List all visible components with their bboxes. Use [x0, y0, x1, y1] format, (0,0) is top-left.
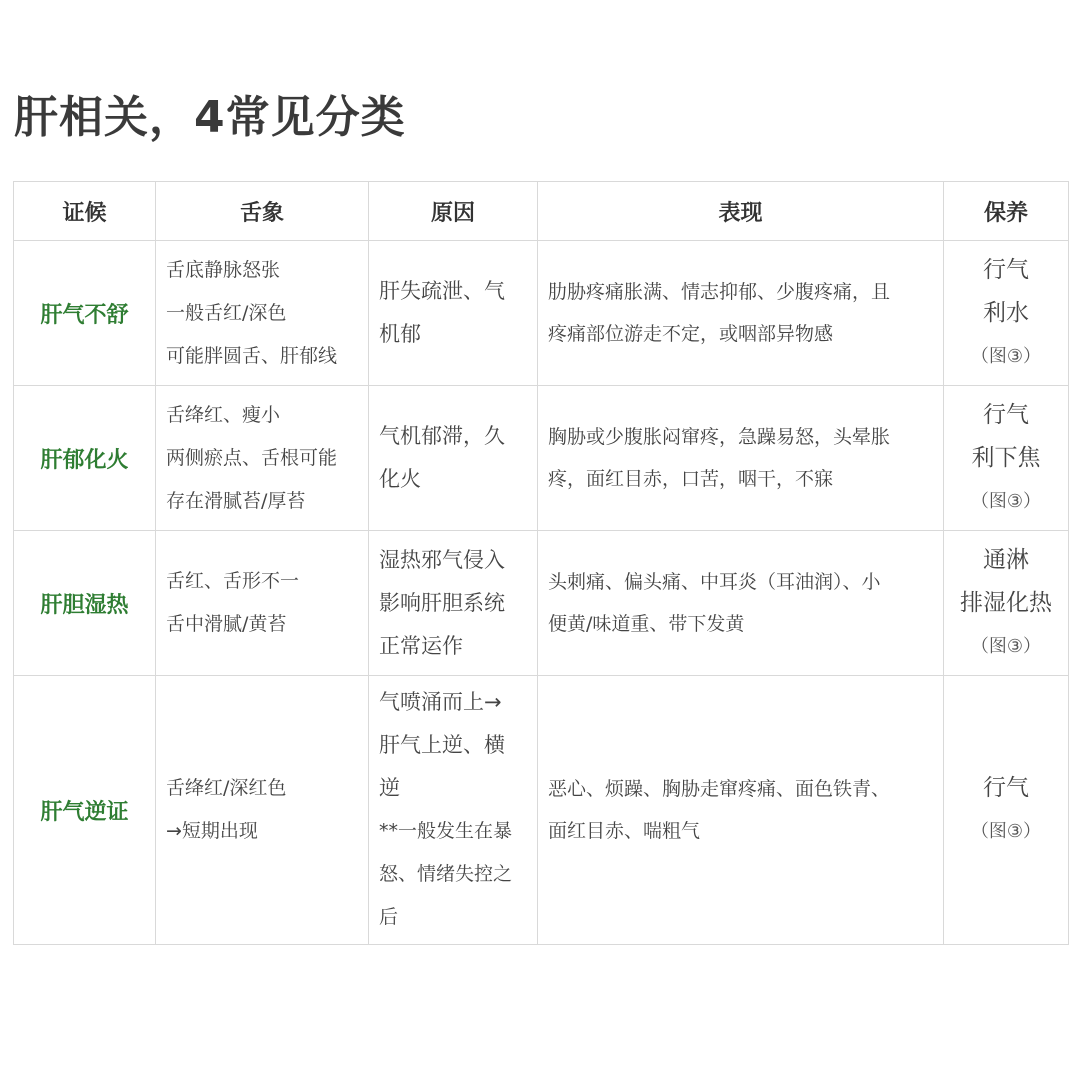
- syndrome-cell: 肝郁化火: [14, 386, 156, 531]
- cause-line: 气喷涌而上→: [379, 690, 502, 714]
- cause-line: 肝气上逆、横: [379, 733, 505, 757]
- tongue-line: 舌绛红/深红色: [166, 777, 287, 799]
- care-cell: [944, 386, 1069, 531]
- cause-line: 机郁: [379, 322, 421, 346]
- tongue-line: 舌中滑腻/黄苔: [166, 613, 287, 635]
- symptoms-line: 便黄/味道重、带下发黄: [548, 613, 745, 635]
- cause-cell: [369, 676, 538, 945]
- cause-line: 怒、情绪失控之: [379, 863, 513, 885]
- symptoms-cell: [538, 676, 944, 945]
- tongue-cell: [156, 531, 369, 676]
- syndrome-cell: 肝胆湿热: [14, 531, 156, 676]
- tongue-line: 舌红、舌形不一: [166, 570, 300, 592]
- care-line: 行气: [983, 775, 1029, 801]
- cause-line: 正常运作: [379, 633, 463, 658]
- tongue-line: 一般舌红/深色: [166, 301, 287, 324]
- tongue-cell: [156, 386, 369, 531]
- header-care: 保养: [944, 182, 1069, 241]
- table-row: [14, 386, 1069, 531]
- tongue-line: 存在滑腻苔/厚苔: [166, 489, 306, 512]
- table-row: [14, 241, 1069, 386]
- cause-line: 气机郁滞，久: [379, 424, 505, 448]
- symptoms-line: 面红目赤、喘粗气: [548, 820, 701, 842]
- cause-cell: [369, 241, 538, 386]
- syndrome-cell: 肝气不舒: [14, 241, 156, 386]
- table-row: [14, 531, 1069, 676]
- care-line: 排湿化热: [960, 589, 1052, 616]
- symptoms-line: 头刺痛、偏头痛、中耳炎（耳油润）、小: [548, 571, 881, 593]
- table-header-row: [14, 182, 1069, 241]
- cause-cell: [369, 531, 538, 676]
- cause-line: 化火: [379, 467, 421, 491]
- cause-line: **一般发生在暴: [379, 820, 513, 842]
- cause-line: 后: [379, 906, 399, 928]
- symptoms-line: 胸胁或少腹胀闷窜疼，急躁易怒，头晕胀: [548, 426, 891, 448]
- tongue-line: 舌底静脉怒张: [166, 258, 281, 281]
- care-note: （图③）: [970, 490, 1042, 512]
- symptoms-cell: [538, 386, 944, 531]
- care-cell: [944, 531, 1069, 676]
- cause-line: 肝失疏泄、气: [379, 279, 505, 303]
- table-row: [14, 676, 1069, 945]
- care-note: （图③）: [970, 635, 1042, 657]
- cause-line: 湿热邪气侵入: [379, 547, 505, 572]
- care-line: 利下焦: [971, 444, 1041, 471]
- care-cell: [944, 676, 1069, 945]
- care-line: 利水: [983, 299, 1029, 326]
- symptoms-line: 肋胁疼痛胀满、情志抑郁、少腹疼痛，且: [548, 281, 891, 303]
- tongue-line: 可能胖圆舌、肝郁线: [166, 344, 338, 367]
- header-tongue: 舌象: [156, 182, 369, 241]
- symptoms-cell: [538, 241, 944, 386]
- page-title: 肝相关，4常见分类: [14, 92, 406, 143]
- symptoms-line: 疼，面红目赤，口苦，咽干，不寐: [548, 468, 834, 490]
- syndrome-cell: 肝气逆证: [14, 676, 156, 945]
- cause-line: 逆: [379, 776, 400, 800]
- care-note: （图③）: [970, 821, 1042, 842]
- tongue-line: 两侧瘀点、舌根可能: [166, 446, 338, 469]
- tongue-line: →短期出现: [166, 820, 258, 842]
- cause-line: 影响肝胆系统: [379, 590, 505, 615]
- care-note: （图③）: [970, 345, 1042, 367]
- tongue-cell: [156, 241, 369, 386]
- header-syndrome: 证候: [14, 182, 156, 241]
- cause-cell: [369, 386, 538, 531]
- header-symptoms: 表现: [538, 182, 944, 241]
- care-line: 行气: [983, 401, 1029, 428]
- syndrome-table: [13, 181, 1069, 945]
- care-line: 行气: [983, 256, 1029, 283]
- symptoms-line: 疼痛部位游走不定，或咽部异物感: [548, 323, 834, 345]
- header-cause: 原因: [369, 182, 538, 241]
- symptoms-cell: [538, 531, 944, 676]
- tongue-line: 舌绛红、瘦小: [166, 403, 281, 426]
- symptoms-line: 恶心、烦躁、胸胁走窜疼痛、面色铁青、: [548, 778, 891, 800]
- care-cell: [944, 241, 1069, 386]
- tongue-cell: [156, 676, 369, 945]
- care-line: 通淋: [983, 546, 1029, 573]
